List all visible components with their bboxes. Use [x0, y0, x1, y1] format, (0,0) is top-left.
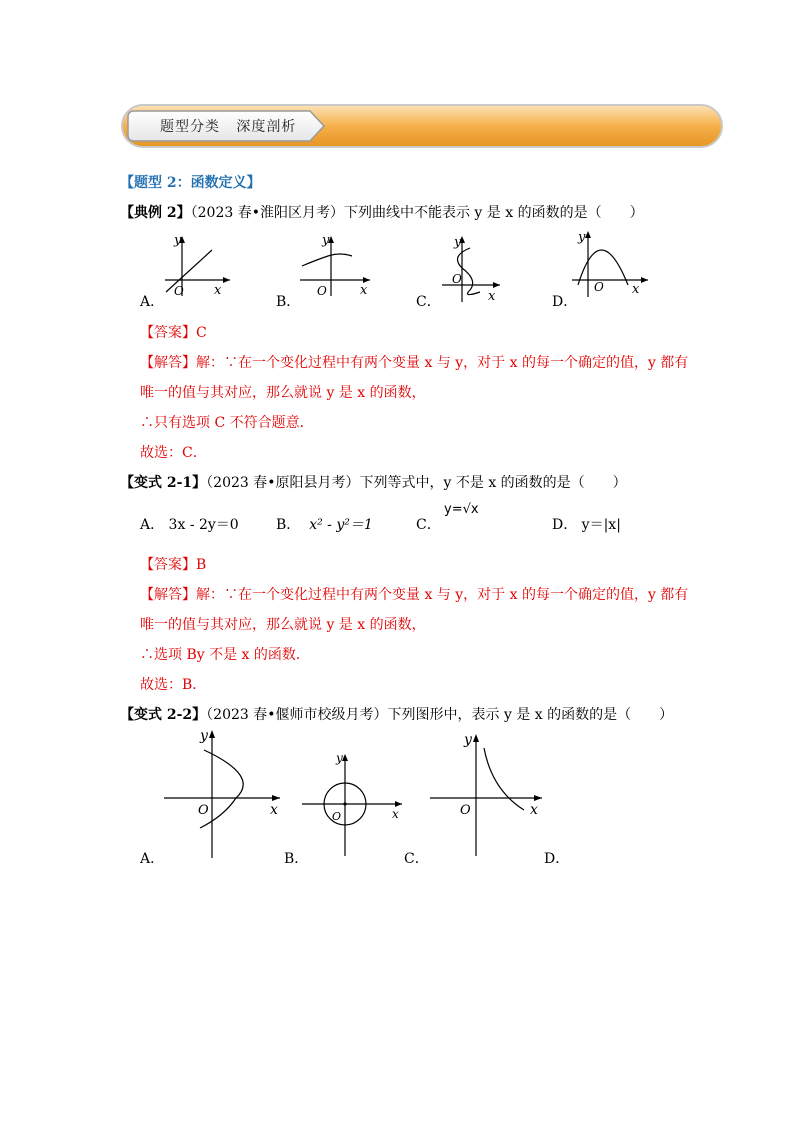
variant2-option-b: B． [284, 851, 309, 867]
svg-text:O: O [174, 284, 184, 298]
variant1-option-a: A． 3x - 2y＝0 [140, 517, 239, 533]
svg-text:y: y [322, 233, 330, 248]
example-option-d: D． [552, 294, 578, 310]
svg-text:x: x [214, 283, 222, 298]
example-answer: 【答案】C [140, 325, 207, 341]
example-conclusion: 故选：C． [140, 445, 207, 461]
variant2-graph-b [300, 746, 405, 858]
example-option-a: A． [140, 294, 165, 310]
variant2-option-a: A． [140, 851, 165, 867]
variant1-solution-line-1: 【解答】解：∵在一个变化过程中有两个变量 x 与 y，对于 x 的每一个确定的值，y 都有 [140, 587, 689, 603]
svg-text:O: O [317, 284, 327, 298]
svg-text:x: x [530, 802, 538, 818]
svg-text:O: O [594, 280, 604, 294]
example-graph-d [570, 225, 650, 300]
variant1-option-b: B． x² - y²＝1 [276, 517, 373, 533]
svg-text:O: O [460, 803, 471, 818]
example-question: 【典例 2】（2023 春•淮阳区月考）下列曲线中不能表示 y 是 x 的函数的是（ ） [120, 205, 644, 221]
svg-text:x: x [392, 807, 399, 821]
example-graph-c [440, 230, 505, 305]
variant1-solution-line-2: 唯一的值与其对应，那么就说 y 是 x 的函数， [140, 617, 426, 633]
variant1-option-d: D． y＝|x| [552, 517, 621, 533]
example-solution-line-2: 唯一的值与其对应，那么就说 y 是 x 的函数， [140, 385, 426, 401]
example-option-c: C． [416, 294, 441, 310]
svg-text:x: x [488, 289, 496, 304]
svg-text:x: x [270, 802, 278, 818]
svg-text:O: O [332, 810, 342, 823]
variant2-question: 【变式 2-2】（2023 春•偃师市校级月考）下列图形中，表示 y 是 x 的函数的是（ ） [120, 707, 674, 723]
example-graph-b [298, 230, 373, 300]
svg-text:O: O [452, 272, 462, 286]
svg-text:x: x [360, 283, 368, 298]
example-option-b: B． [276, 294, 301, 310]
variant1-option-c-expr: y=√x [444, 502, 479, 517]
variant1-option-c-label: C． [416, 517, 441, 533]
variant1-solution-line-3: ∴选项 By 不是 x 的函数． [140, 647, 310, 663]
svg-text:y: y [336, 751, 343, 765]
example-solution-line-1: 【解答】解：∵在一个变化过程中有两个变量 x 与 y，对于 x 的每一个确定的值，y 都有 [140, 355, 689, 371]
variant2-graph-a [160, 724, 285, 859]
variant1-question: 【变式 2-1】（2023 春•原阳县月考）下列等式中，y 不是 x 的函数的是（ ） [120, 475, 627, 491]
section-title: 【题型 2：函数定义】 [120, 175, 261, 191]
svg-text:y: y [174, 233, 182, 248]
variant2-graph-c [428, 728, 546, 858]
svg-text:y: y [200, 728, 208, 744]
svg-text:O: O [198, 803, 209, 818]
variant1-conclusion: 故选：B． [140, 677, 207, 693]
svg-text:y: y [578, 230, 586, 245]
variant1-answer: 【答案】B [140, 557, 207, 573]
variant2-option-d: D． [544, 851, 570, 867]
svg-text:y: y [464, 732, 472, 748]
variant2-option-c: C． [404, 851, 429, 867]
svg-text:x: x [632, 282, 640, 297]
svg-text:y: y [454, 235, 462, 250]
example-solution-line-3: ∴只有选项 C 不符合题意． [140, 415, 314, 431]
example-graph-a [160, 230, 235, 300]
banner-title: 题型分类 深度剖析 [160, 119, 297, 135]
